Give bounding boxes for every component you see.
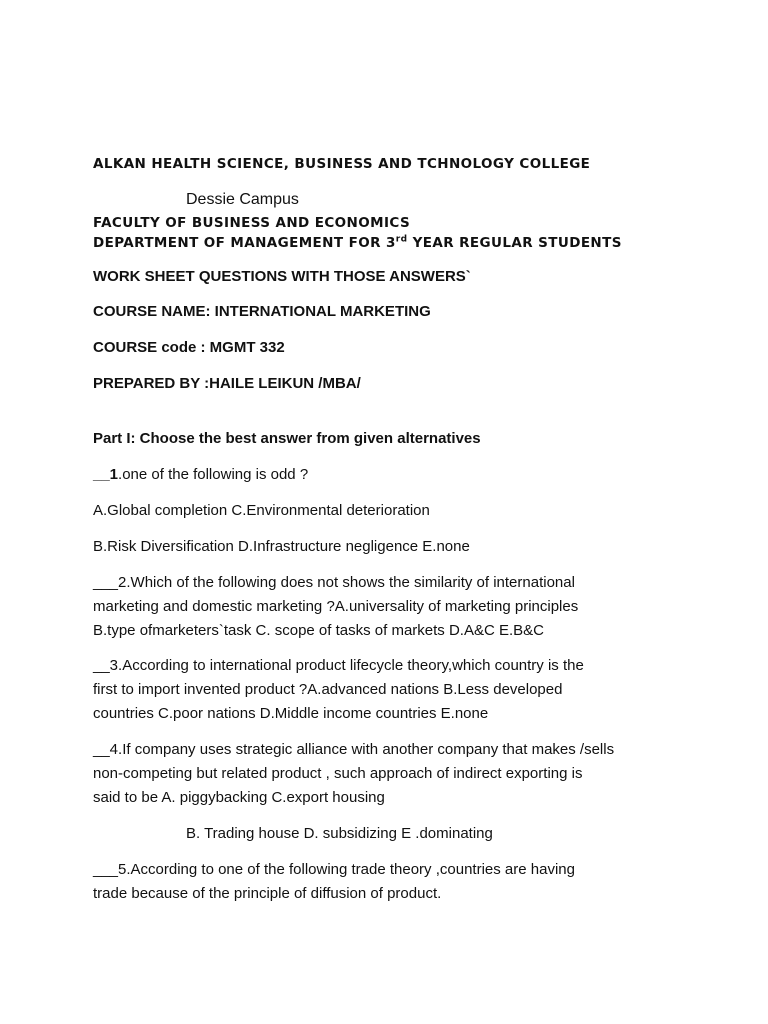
question-1-options-b-e: B.Risk Diversification D.Infrastructure negligence E.none	[93, 538, 470, 555]
department-prefix: DEPARTMENT OF MANAGEMENT FOR 3	[93, 235, 396, 251]
question-4-line-3: said to be A. piggybacking C.export housing	[93, 789, 385, 806]
question-3-line-2: first to import invented product ?A.advanced nations B.Less developed	[93, 681, 563, 698]
department-suffix: YEAR REGULAR STUDENTS	[407, 235, 622, 251]
question-4-line-1: __4.If company uses strategic alliance with another company that makes /sells	[93, 741, 615, 758]
prepared-by: PREPARED BY :HAILE LEIKUN /MBA/	[93, 375, 361, 392]
part1-heading: Part I: Choose the best answer from given alternatives	[93, 430, 481, 447]
department-name	[93, 233, 622, 253]
question-1-text: .one of the following is odd ?	[118, 466, 309, 483]
faculty-name: FACULTY OF BUSINESS AND ECONOMICS	[93, 215, 411, 231]
question-1-options-a-c: A.Global completion C.Environmental deterioration	[93, 502, 430, 519]
worksheet-title: WORK SHEET QUESTIONS WITH THOSE ANSWERS`	[93, 268, 471, 285]
question-4-line-4: B. Trading house D. subsidizing E .dominating	[186, 825, 493, 842]
question-1-blank: __1	[93, 466, 119, 483]
course-name: COURSE NAME: INTERNATIONAL MARKETING	[93, 303, 431, 320]
question-5-line-1: ___5.According to one of the following trade theory ,countries are having	[93, 861, 575, 878]
question-2-line-2: marketing and domestic marketing ?A.universality of marketing principles	[93, 598, 579, 615]
course-code: COURSE code : MGMT 332	[93, 339, 285, 356]
question-5-line-2: trade because of the principle of diffusion of product.	[93, 885, 442, 902]
campus-name: Dessie Campus	[186, 191, 299, 208]
college-name: ALKAN HEALTH SCIENCE, BUSINESS AND TCHNOLOGY COLLEGE	[93, 156, 591, 172]
question-2-line-1: ___2.Which of the following does not shows the similarity of international	[93, 574, 575, 591]
question-3-line-3: countries C.poor nations D.Middle income countries E.none	[93, 705, 489, 722]
question-1	[93, 465, 308, 485]
department-ordinal: rd	[395, 234, 408, 245]
question-3-line-1: __3.According to international product lifecycle theory,which country is the	[93, 657, 584, 674]
question-4-line-2: non-competing but related product , such approach of indirect exporting is	[93, 765, 583, 782]
question-2-line-3: B.type ofmarketers`task C. scope of tasks of markets D.A&C E.B&C	[93, 622, 544, 639]
